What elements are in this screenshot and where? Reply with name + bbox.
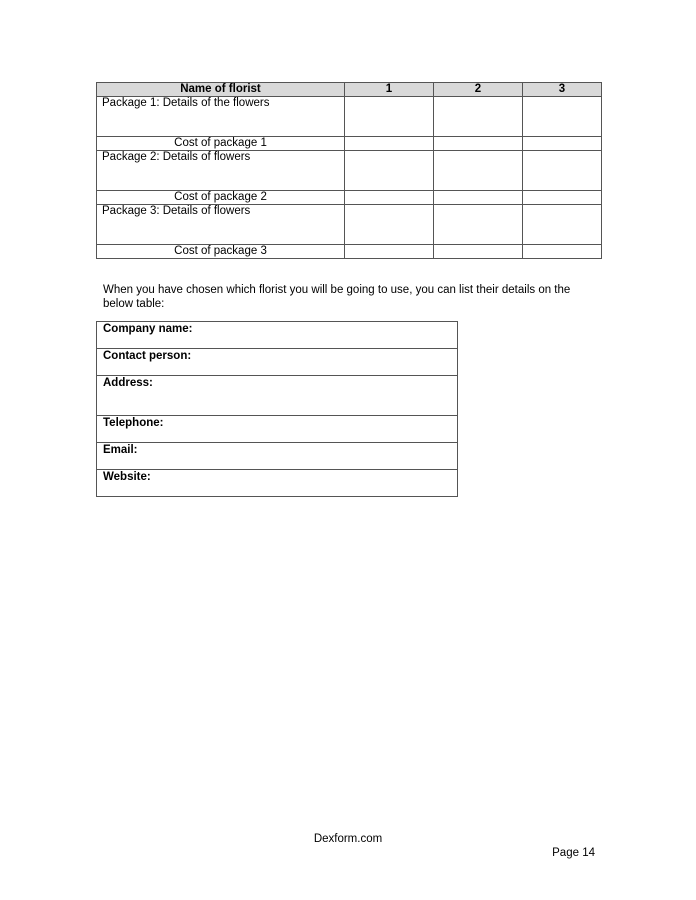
contact-person-label: Contact person:	[97, 349, 458, 376]
package-2-florist-2-cell[interactable]	[434, 151, 523, 191]
package-3-florist-2-cell[interactable]	[434, 205, 523, 245]
package-1-cost-florist-3-cell[interactable]	[523, 137, 602, 151]
footer-site-name: Dexform.com	[313, 833, 383, 845]
website-label: Website:	[97, 470, 458, 497]
package-2-cost-label: Cost of package 2	[97, 191, 345, 205]
package-2-cost-row	[97, 191, 602, 205]
telephone-label: Telephone:	[97, 416, 458, 443]
package-3-florist-3-cell[interactable]	[523, 205, 602, 245]
package-2-florist-3-cell[interactable]	[523, 151, 602, 191]
package-1-florist-2-cell[interactable]	[434, 97, 523, 137]
header-florist-1: 1	[345, 83, 434, 97]
chosen-florist-details-table	[96, 321, 458, 497]
package-3-details-label: Package 3: Details of flowers	[97, 205, 345, 245]
package-3-cost-label: Cost of package 3	[97, 245, 345, 259]
package-1-cost-florist-1-cell[interactable]	[345, 137, 434, 151]
package-2-details-label: Package 2: Details of flowers	[97, 151, 345, 191]
package-1-cost-label: Cost of package 1	[97, 137, 345, 151]
package-1-details-row	[97, 97, 602, 137]
header-florist-3: 3	[523, 83, 602, 97]
florist-header-row	[97, 83, 602, 97]
company-name-row[interactable]	[97, 322, 458, 349]
package-3-cost-florist-2-cell[interactable]	[434, 245, 523, 259]
package-1-florist-3-cell[interactable]	[523, 97, 602, 137]
package-1-cost-row	[97, 137, 602, 151]
company-name-label: Company name:	[97, 322, 458, 349]
package-2-cost-florist-1-cell[interactable]	[345, 191, 434, 205]
header-name-of-florist: Name of florist	[97, 83, 345, 97]
address-row[interactable]	[97, 376, 458, 416]
package-3-cost-row	[97, 245, 602, 259]
package-2-florist-1-cell[interactable]	[345, 151, 434, 191]
telephone-row[interactable]	[97, 416, 458, 443]
package-3-details-row	[97, 205, 602, 245]
contact-person-row[interactable]	[97, 349, 458, 376]
email-row[interactable]	[97, 443, 458, 470]
intro-paragraph: When you have chosen which florist you will be going to use, you can list their details on the below table:	[103, 284, 571, 310]
florist-comparison-table	[96, 82, 602, 259]
package-1-florist-1-cell[interactable]	[345, 97, 434, 137]
package-1-cost-florist-2-cell[interactable]	[434, 137, 523, 151]
website-row[interactable]	[97, 470, 458, 497]
footer-page-number: Page 14	[552, 847, 595, 859]
package-2-cost-florist-2-cell[interactable]	[434, 191, 523, 205]
address-label: Address:	[97, 376, 458, 416]
package-3-cost-florist-3-cell[interactable]	[523, 245, 602, 259]
email-label: Email:	[97, 443, 458, 470]
package-3-cost-florist-1-cell[interactable]	[345, 245, 434, 259]
package-1-details-label: Package 1: Details of the flowers	[97, 97, 345, 137]
header-florist-2: 2	[434, 83, 523, 97]
package-2-cost-florist-3-cell[interactable]	[523, 191, 602, 205]
package-3-florist-1-cell[interactable]	[345, 205, 434, 245]
package-2-details-row	[97, 151, 602, 191]
